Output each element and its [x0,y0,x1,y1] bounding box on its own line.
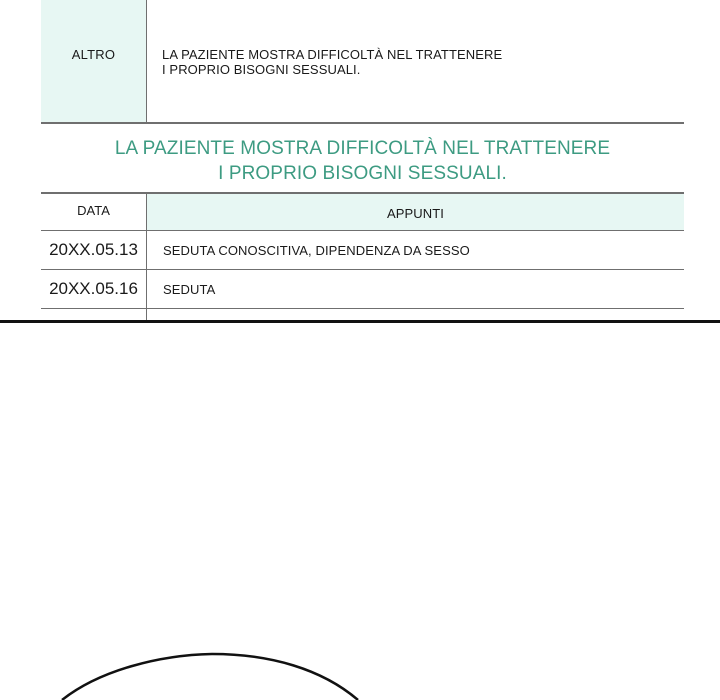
headline-line: I PROPRIO BISOGNI SESSUALI. [218,163,507,184]
head-outline-drawing [0,323,720,700]
headline-line: LA PAZIENTE MOSTRA DIFFICOLTÀ NEL TRATTENERE [114,138,611,159]
patient-record-block [41,0,684,124]
green-headline [41,136,684,186]
record-label-cell [41,0,147,122]
row-note: SEDUTA [163,281,216,297]
notes-column-header [147,194,684,230]
record-text-line: LA PAZIENTE MOSTRA DIFFICOLTÀ NEL TRATTENERE [162,47,503,62]
notes-table [41,192,684,323]
table-row [41,270,684,309]
row-date: 20XX.05.13 [41,231,147,269]
row-date: 20XX.05.16 [41,270,147,308]
row-note: SEDUTA CONOSCITIVA, DIPENDENZA DA SESSO [163,242,470,258]
lower-comic-panel [0,323,720,700]
record-label: ALTRO [71,46,116,62]
date-column-header [41,194,147,230]
notes-header-text: APPUNTI [386,205,445,221]
table-row [41,231,684,270]
date-header-text: DATA [77,202,110,218]
record-text [162,47,502,77]
record-text-line: I PROPRIO BISOGNI SESSUALI. [162,62,361,77]
table-header-row [41,194,684,231]
head-outline-stroke [62,654,358,700]
